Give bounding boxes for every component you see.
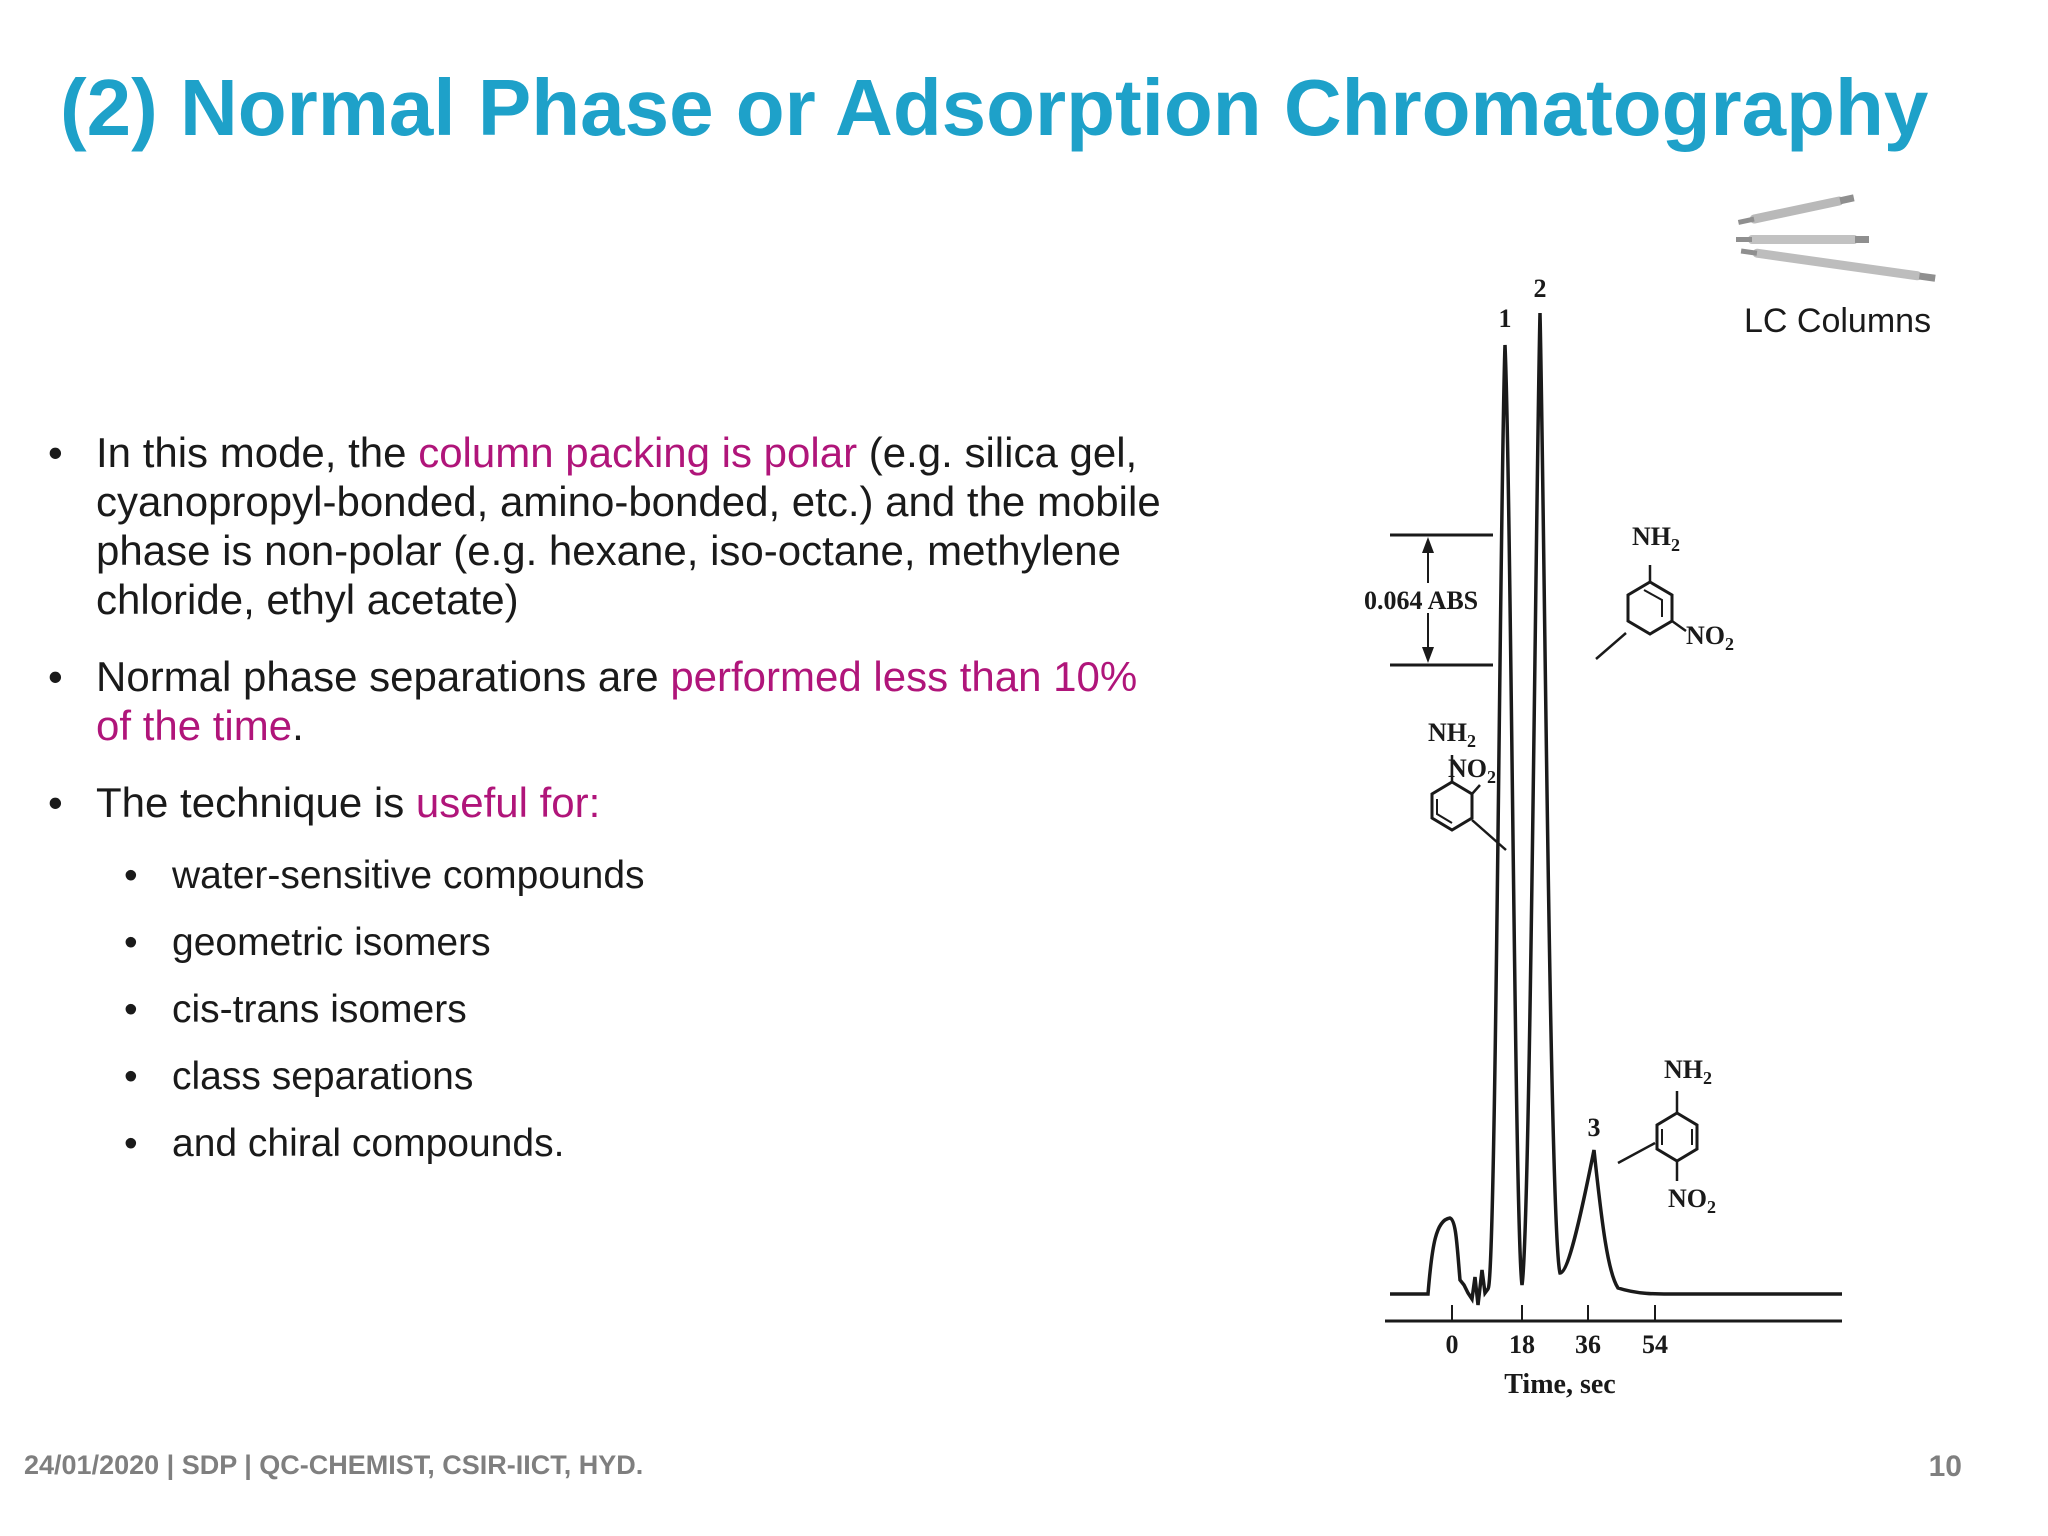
x-tick-label: 18 bbox=[1509, 1330, 1535, 1359]
x-tick-label: 54 bbox=[1642, 1330, 1668, 1359]
para-nitroaniline-structure bbox=[1618, 1055, 1716, 1217]
sub-bullet-item bbox=[124, 852, 645, 919]
sub-bullet-text: and chiral compounds. bbox=[172, 1122, 565, 1165]
bullet-text: (e.g. silica gel, cyanopropyl-bonded, amino-bonded, etc.) and the mobile phase is non-polar (e.g. hexane, iso-octane, methylene chloride, ethyl acetate) bbox=[96, 429, 1161, 623]
bullet-marker: • bbox=[48, 429, 63, 476]
sub-bullet-marker: • bbox=[124, 1055, 138, 1098]
bullet-highlight: performed less than 10% of the time bbox=[96, 653, 1138, 749]
ortho-nitroaniline-structure bbox=[1428, 718, 1506, 850]
nh2-label: $NH_2$ bbox=[1664, 1055, 1712, 1088]
chromatogram-trace bbox=[1390, 313, 1842, 1305]
sub-bullet-text: cis-trans isomers bbox=[172, 988, 467, 1031]
no2-label: $NO_2$ bbox=[1668, 1184, 1716, 1217]
sub-bullet-marker: • bbox=[124, 1122, 138, 1165]
meta-nitroaniline-structure bbox=[1596, 522, 1734, 659]
sub-bullet-item bbox=[124, 1053, 645, 1120]
sub-bullet-text: geometric isomers bbox=[172, 921, 491, 964]
x-tick-label: 0 bbox=[1445, 1330, 1459, 1359]
peak-label-3: 3 bbox=[1587, 1113, 1601, 1142]
sub-bullet-list bbox=[124, 852, 645, 1187]
sub-bullet-marker: • bbox=[124, 988, 138, 1031]
bullet-highlight: useful for: bbox=[415, 779, 601, 826]
sub-bullet-item bbox=[124, 919, 645, 986]
bullet-text: In this mode, the bbox=[96, 429, 419, 476]
chromatogram-figure bbox=[1340, 185, 1920, 1415]
nh2-label: $NH_2$ bbox=[1632, 522, 1680, 555]
bullet-item bbox=[48, 428, 1168, 624]
bullet-list bbox=[48, 428, 1168, 855]
sub-bullet-marker: • bbox=[124, 921, 138, 964]
no2-label: $NO_2$ bbox=[1448, 754, 1496, 787]
x-axis-label: Time, sec bbox=[1504, 1369, 1616, 1400]
sub-bullet-text: water-sensitive compounds bbox=[172, 854, 645, 897]
sub-bullet-item bbox=[124, 1120, 645, 1187]
sub-bullet-text: class separations bbox=[172, 1055, 474, 1098]
page-number: 10 bbox=[1928, 1450, 1962, 1483]
x-tick-label: 36 bbox=[1575, 1330, 1601, 1359]
bullet-marker: • bbox=[48, 653, 63, 700]
no2-label: $NO_2$ bbox=[1686, 621, 1734, 654]
bullet-text: . bbox=[292, 702, 304, 749]
lc-columns-caption: LC Columns bbox=[1744, 302, 1932, 340]
arrow-head-up bbox=[1422, 537, 1434, 553]
bullet-text: The technique is bbox=[96, 779, 416, 826]
peak-label-2: 2 bbox=[1533, 274, 1547, 303]
peak-label-1: 1 bbox=[1498, 304, 1512, 333]
bullet-marker: • bbox=[48, 779, 63, 826]
bullet-item bbox=[48, 778, 1168, 827]
sub-bullet-marker: • bbox=[124, 854, 138, 897]
scale-label: 0.064 ABS bbox=[1364, 586, 1479, 615]
bullet-text: Normal phase separations are bbox=[96, 653, 671, 700]
footer-info: 24/01/2020 | SDP | QC-CHEMIST, CSIR-IICT, HYD. bbox=[24, 1450, 644, 1480]
sub-bullet-item bbox=[124, 986, 645, 1053]
slide-title: (2) Normal Phase or Adsorption Chromatography bbox=[60, 63, 1929, 152]
nh2-label: $NH_2$ bbox=[1428, 718, 1476, 751]
arrow-head-down bbox=[1422, 647, 1434, 663]
bullet-item bbox=[48, 652, 1168, 750]
bullet-highlight: column packing is polar bbox=[418, 429, 858, 476]
